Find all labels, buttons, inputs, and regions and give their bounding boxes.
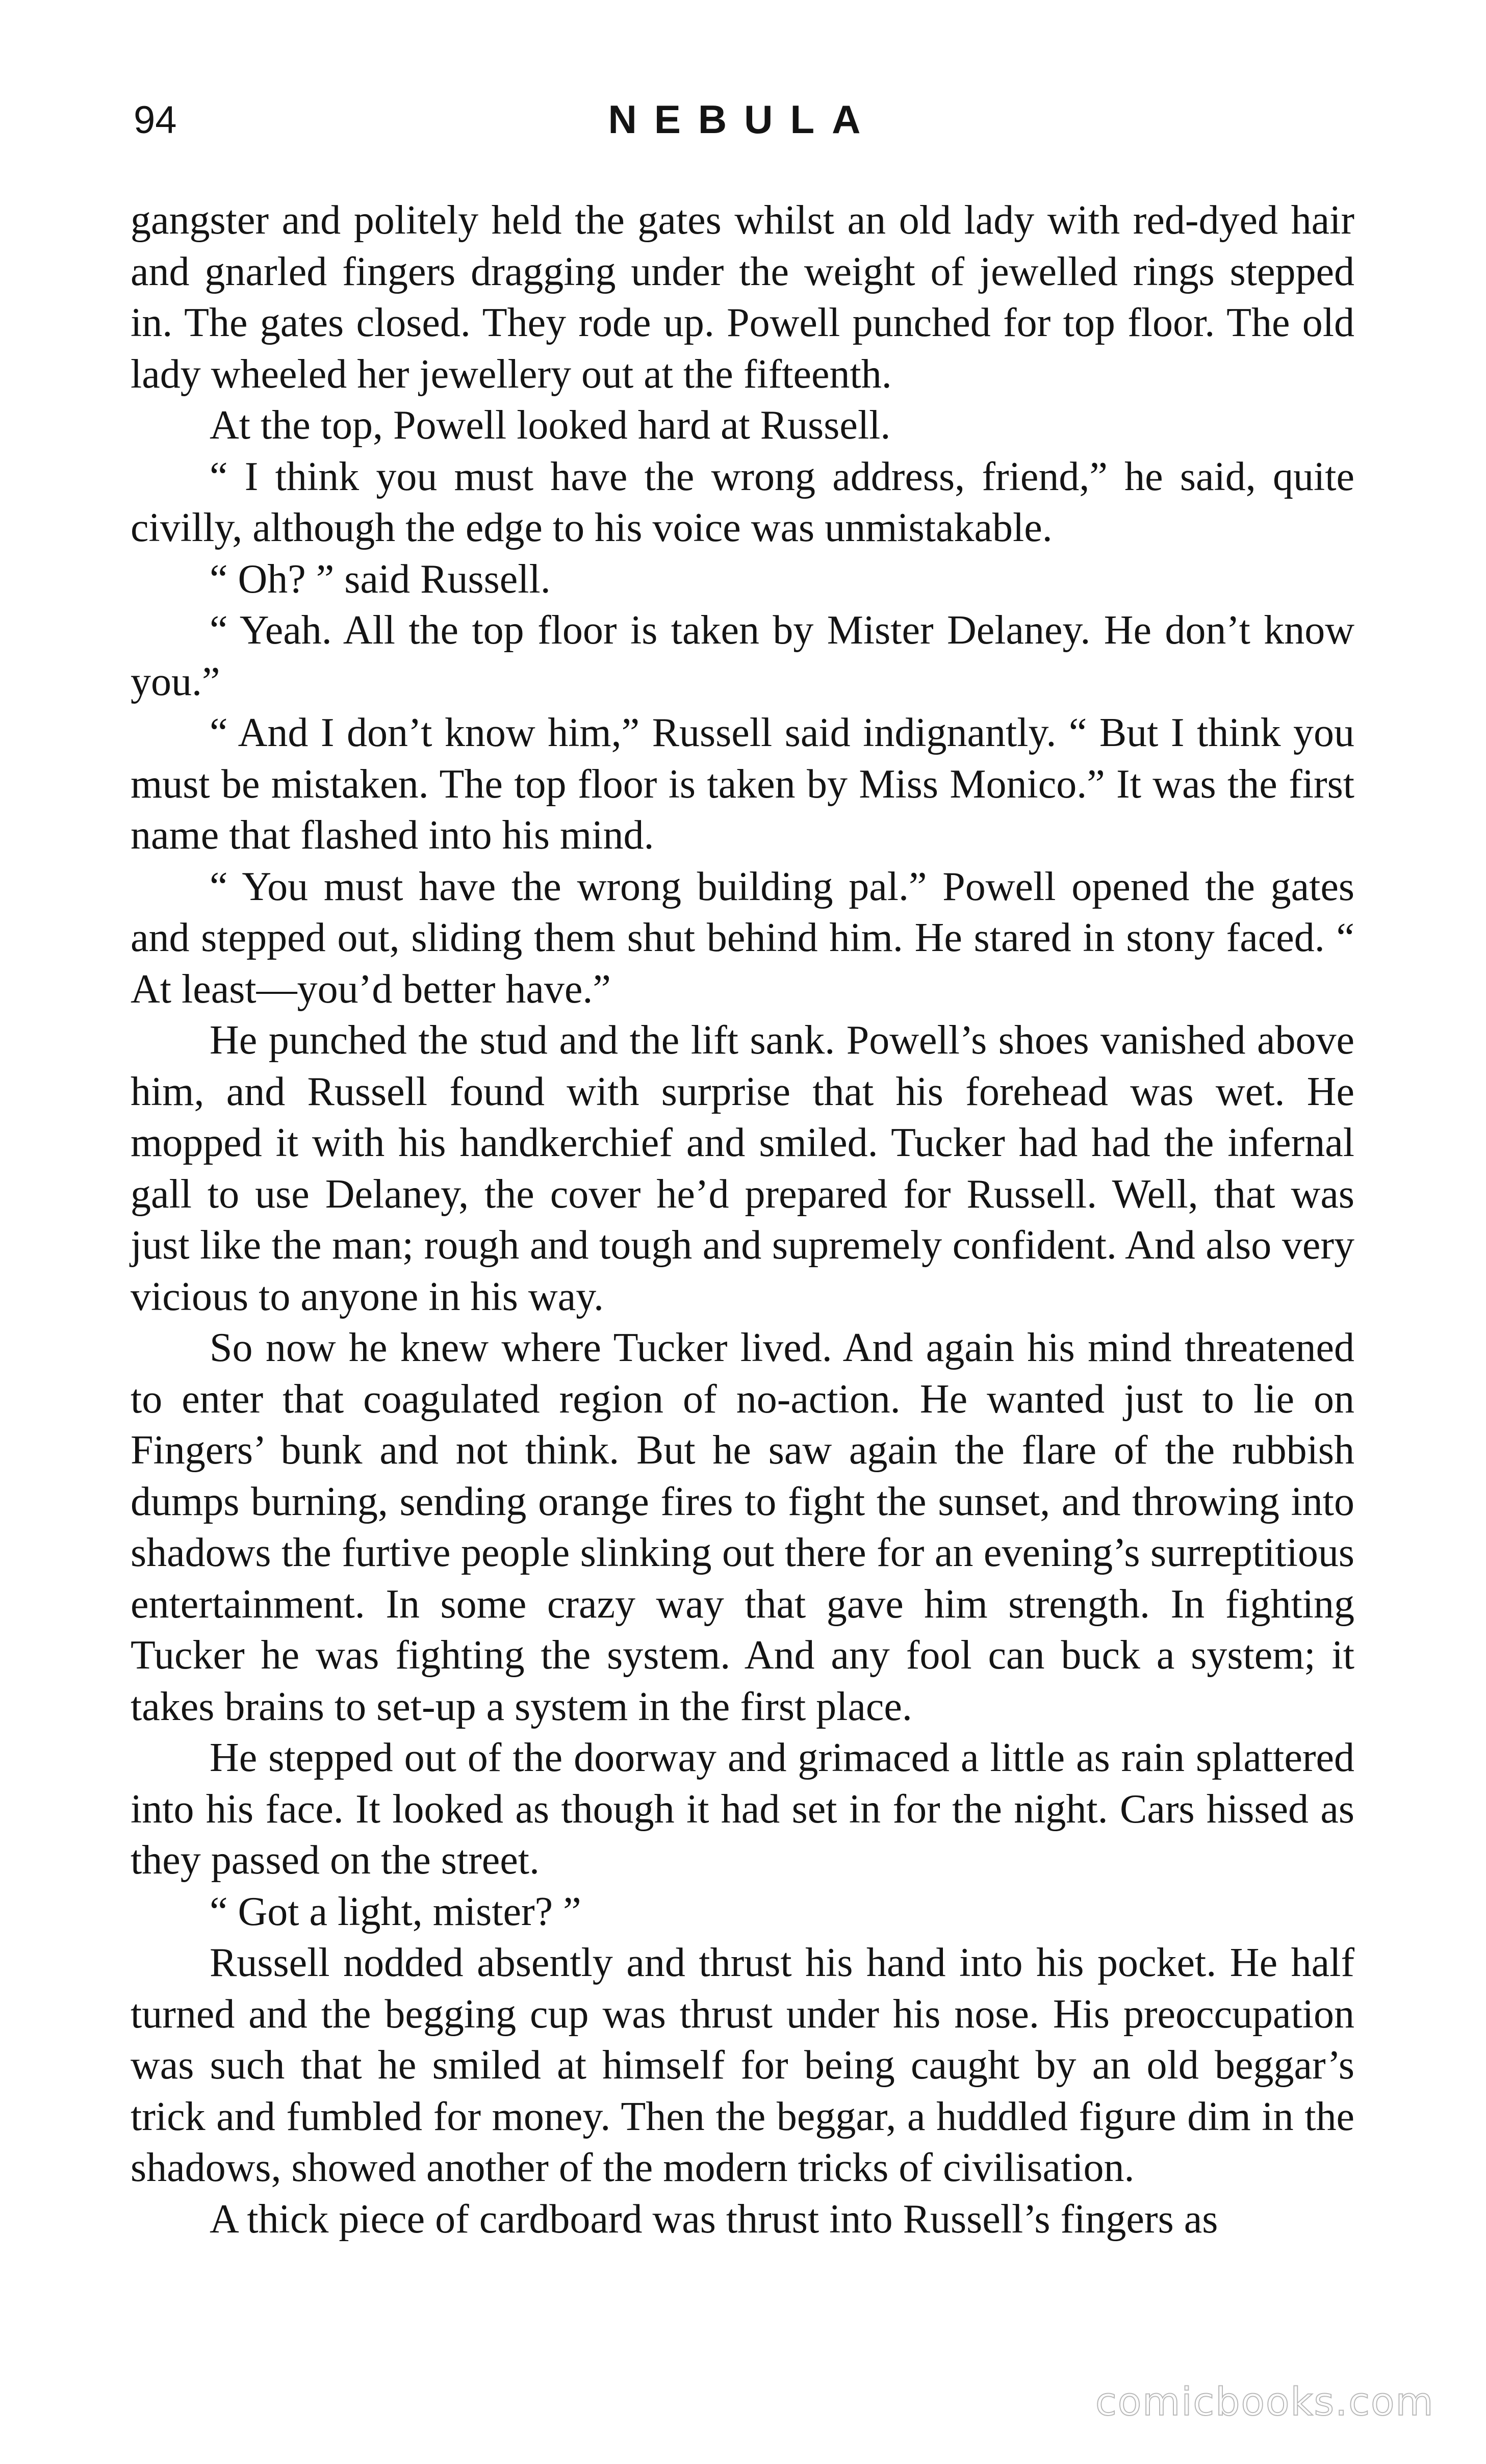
- paragraph: “ And I don’t know him,” Russell said indignantly. “ But I think you must be mistaken. The top floor is taken by Miss Monico.” It was the first name that flashed into his mind.: [131, 710, 1354, 858]
- watermark: comicbooks.com: [1095, 2379, 1434, 2424]
- body-text: [131, 195, 1354, 2245]
- paragraph: A thick piece of cardboard was thrust into Russell’s fingers as: [210, 2196, 1218, 2242]
- paragraph: “ You must have the wrong building pal.” Powell opened the gates and stepped out, sliding them shut behind him. He stared in stony faced. “ At least—you’d better have.”: [131, 864, 1354, 1012]
- paragraph: At the top, Powell looked hard at Russell.: [210, 403, 891, 448]
- paragraph: “ Oh? ” said Russell.: [210, 556, 551, 602]
- paragraph: He punched the stud and the lift sank. Powell’s shoes vanished above him, and Russell found with surprise that his forehead was wet. He mopped it with his handkerchief and smiled. Tucker had had the infernal gall to use Delaney, the cover he’d prepared for Russell. Well, that was just like the man; rough and tough and supremely confident. And also very vicious to anyone in his way.: [131, 1018, 1354, 1319]
- paragraph: He stepped out of the doorway and grimaced a little as rain splattered into his face. It looked as though it had set in for the night. Cars hissed as they passed on the street.: [131, 1735, 1354, 1883]
- running-title: NEBULA: [608, 97, 878, 142]
- page-number: 94: [134, 98, 177, 142]
- paragraph: Russell nodded absently and thrust his hand into his pocket. He half turned and the begging cup was thrust under his nose. His preoccupation was such that he smiled at himself for being caught by an old beggar’s trick and fumbled for money. Then the beggar, a huddled figure dim in the shadows, showed another of the modern tricks of civilisation.: [131, 1940, 1354, 2190]
- paragraph: “ Got a light, mister? ”: [210, 1889, 581, 1934]
- paragraph: “ I think you must have the wrong address, friend,” he said, quite civilly, although the edge to his voice was unmistakable.: [131, 454, 1354, 550]
- paragraph: So now he knew where Tucker lived. And again his mind threatened to enter that coagulated region of no-action. He wanted just to lie on Fingers’ bunk and not think. But he saw again the flare of the rubbish dumps burning, sending orange fires to fight the sunset, and throwing into shadows the furtive people slinking out there for an evening’s surreptitious entertainment. In some crazy way that gave him strength. In fighting Tucker he was fighting the system. And any fool can buck a system; it takes brains to set-up a system in the first place.: [131, 1325, 1354, 1729]
- paragraph: gangster and politely held the gates whilst an old lady with red-dyed hair and gnarled fingers dragging under the weight of jewelled rings stepped in. The gates closed. They rode up. Powell punched for top floor. The old lady wheeled her jewellery out at the fifteenth.: [131, 198, 1354, 397]
- paragraph: “ Yeah. All the top floor is taken by Mister Delaney. He don’t know you.”: [131, 608, 1354, 704]
